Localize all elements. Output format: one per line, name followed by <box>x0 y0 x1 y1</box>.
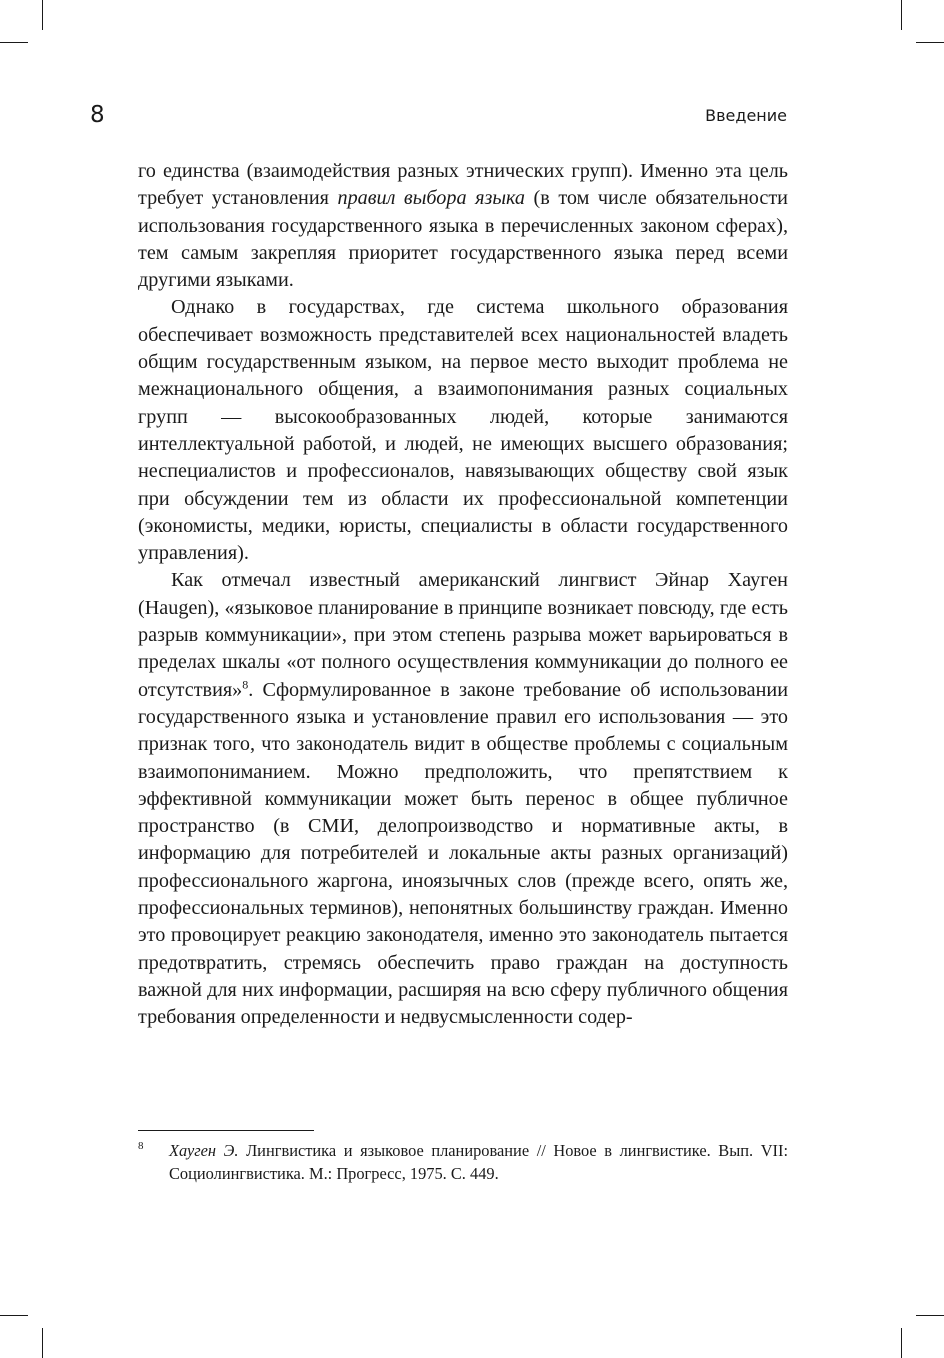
footnote-divider <box>138 1130 314 1131</box>
footnote <box>138 1139 788 1185</box>
page-number: 8 <box>90 102 105 128</box>
crop-mark <box>0 42 28 43</box>
paragraph-2: Однако в государствах, где система школьного образования обеспечивает возможность представителей всех национальностей владеть общим государственным языком, на первое место выходит проблема не межнационального общения, а взаимопонимания разных социальных групп — высокообразованных людей, которые занимаются интеллектуальной работой, и людей, не имеющих высшего образования; неспециалистов и профессионалов, навязывающих обществу свой язык при обсуждении тем из области их профессиональной компетенции (экономисты, медики, юристы, специалисты в области государственного управления). <box>138 296 788 565</box>
crop-mark <box>901 0 902 30</box>
paragraph-3-text-b: . Сформулированное в законе требование об использовании государственного языка и установление правил его использования — это признак того, что законодатель видит в обществе проблемы с социальным взаимопониманием. Можно предположить, что препятствием к эффективной коммуникации может быть перенос в общее публичное пространство (в СМИ, делопроизводство и нормативные акты, в информацию для потребителей и локальные акты разных организаций) профессионального жаргона, иноязычных слов (прежде всего, опять же, профессиональных терминов), непонятных большинству граждан. Именно это провоцирует реакцию законодателя, именно это законодатель пытается предотвратить, стремясь обеспечить право граждан на доступность важной для них информации, расширяя на всю сферу публичного общения требования определенности и недвусмысленности содер- <box>138 678 788 1029</box>
footnote-author: Хауген Э. <box>169 1141 239 1160</box>
footnote-reference: 8 <box>242 676 249 691</box>
paragraph-1-text-b: (в том числе обязательности использования государственного языка в перечисленных законом сферах), тем самым закрепляя приоритет государственного языка перед всеми другими языками. <box>138 187 788 292</box>
paragraph-1-emphasis: правил выбора языка <box>337 187 526 210</box>
crop-mark <box>42 0 43 30</box>
footnote-citation: Лингвистика и языковое планирование // Новое в лингвистике. Вып. VII: Социолингвистика. М.: Прогресс, 1975. С. 449. <box>169 1141 788 1183</box>
paragraph-1-text-a: го единства (взаимодействия разных этнических групп). Именно эта цель требует установления <box>138 160 788 210</box>
crop-mark <box>42 1328 43 1358</box>
running-title: Введение <box>705 106 787 125</box>
footnote-mark: 8 <box>138 1140 144 1152</box>
paragraph-3-text-a: Как отмечал известный американский лингвист Эйнар Хауген (Haugen), «языковое планирование в принципе возникает повсюду, где есть разрыв коммуникации», при этом степень разрыва может варьироваться в пределах шкалы «от полного осуществления коммуникации до полного ее отсутствия» <box>138 569 788 701</box>
crop-mark <box>916 42 944 43</box>
paragraph-1 <box>138 158 788 294</box>
footnote-text <box>169 1139 788 1185</box>
crop-mark <box>901 1328 902 1358</box>
paragraph-3 <box>138 567 788 1031</box>
body-text <box>138 158 788 1032</box>
crop-mark <box>0 1315 28 1316</box>
crop-mark <box>916 1315 944 1316</box>
